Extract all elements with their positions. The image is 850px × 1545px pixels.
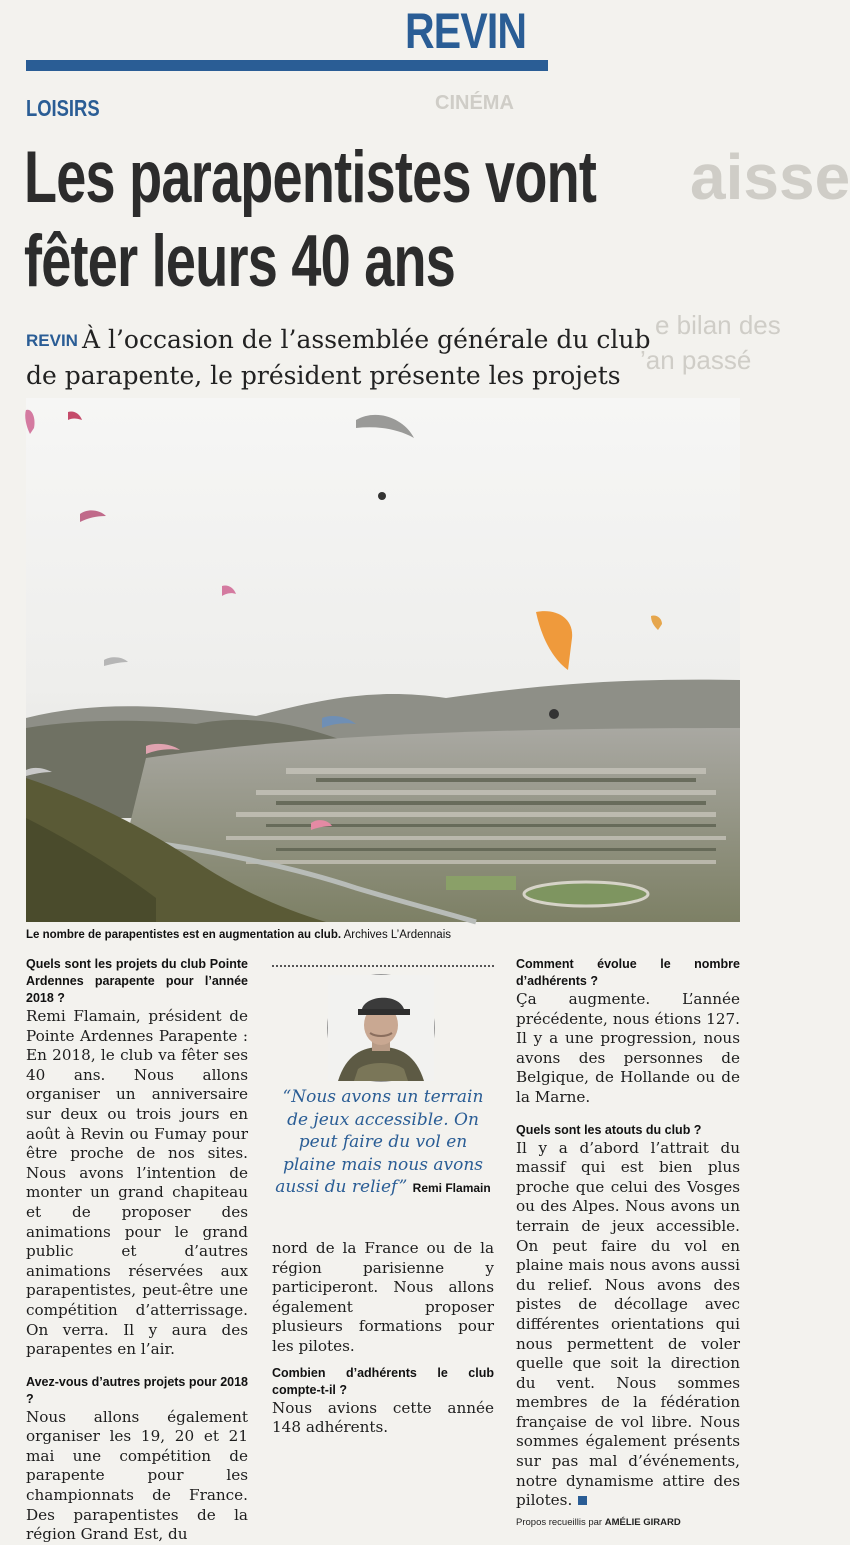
quote-divider xyxy=(272,965,494,967)
article-kicker: LOISIRS xyxy=(26,95,100,121)
answer-4: Ça augmente. L’année précédente, nous étions 127. Il y a une progression, nous avons des personnes de Belgique, de Hollande ou de la Marne. xyxy=(516,990,740,1106)
bleed-through-ghost: ’an passé xyxy=(640,345,752,375)
article-column-1 xyxy=(26,956,248,1545)
caption-text: Le nombre de parapentistes est en augmentation au club. xyxy=(26,929,342,941)
headline-line-2: fêter leurs 40 ans xyxy=(24,221,456,302)
question-1: Quels sont les projets du club Pointe Ardennes parapente pour l’année 2018 ? xyxy=(26,957,248,1005)
bleed-through-ghost: e bilan des xyxy=(655,310,781,340)
question-5: Quels sont les atouts du club ? xyxy=(516,1122,702,1137)
article-headline xyxy=(24,136,616,304)
remi-flamain-portrait xyxy=(328,975,434,1081)
section-title: REVIN xyxy=(405,3,527,59)
bleed-through-ghost: aisse xyxy=(690,141,850,213)
pull-quote xyxy=(272,1086,494,1200)
headline-line-1: Les parapentistes vont xyxy=(24,137,597,218)
article-photo xyxy=(26,398,740,922)
credit-label: Propos recueillis par xyxy=(516,1516,603,1528)
paragliding-valley-image xyxy=(26,398,740,922)
question-4: Comment évolue le nombre d’adhérents ? xyxy=(516,957,740,988)
question-2: Avez-vous d’autres projets pour 2018 ? xyxy=(26,1374,248,1406)
answer-5 xyxy=(516,1139,740,1511)
article-column-2 xyxy=(272,1239,494,1438)
portrait-photo xyxy=(327,974,435,1082)
pull-quote-text: “Nous avons un terrain de jeux accessible. On peut faire du vol en plaine mais nous avons aussi du relief” xyxy=(275,1087,484,1197)
lead-text: À l’occasion de l’assemblée générale du club de parapente, le président présente les projets xyxy=(26,325,651,390)
credit-author: AMÉLIE GIRARD xyxy=(604,1516,681,1528)
photo-caption xyxy=(26,929,746,941)
end-of-article-mark xyxy=(578,1496,587,1505)
answer-1: Remi Flamain, président de Pointe Ardennes Parapente : En 2018, le club va fêter ses 40 ans. Nous allons organiser un anniversaire sur deux ou trois jours en août à Revin ou Fumay pour être proche de nos sites. Nous avons l’intention de monter un grand chapiteau et de proposer des animations pour le grand public et d’autres animations réservées aux parapentistes, peut-être une compétition d’atterrissage. On verra. Il y aura des parapentes en l’air. xyxy=(26,1007,248,1359)
article-column-3 xyxy=(516,956,740,1532)
bleed-through-ghost: CINÉMA xyxy=(435,92,514,114)
pull-quote-author: Remi Flamain xyxy=(412,1181,491,1195)
answer-5-text: Il y a d’abord l’attrait du massif qui est bien plus proche que celui des Vosges ou des Alpes. Nous avons un terrain de jeux accessible. On peut faire du vol en plaine mais nous avons aussi du relief. Nous avons des pistes de décollage avec différentes orientations qui nous permettent de voler quelle que soit la direction du vent. Nous sommes membres de la fédération française de vol libre. Nous sommes également présents sur pas mal d’événements, notre dynamisme attire des pilotes. xyxy=(516,1138,740,1510)
caption-credit: Archives L’Ardennais xyxy=(343,929,452,941)
question-3: Combien d’adhérents le club compte-t-il ? xyxy=(272,1365,494,1397)
answer-3: Nous avions cette année 148 adhérents. xyxy=(272,1398,494,1437)
answer-2-continued: nord de la France ou de la région parisienne y participeront. Nous allons également proposer plusieurs formations pour les pilotes. xyxy=(272,1239,494,1355)
lead-city: REVIN xyxy=(26,331,78,350)
answer-2: Nous allons également organiser les 19, 20 et 21 mai une compétition de parapente pour les championnats de France. Des parapentistes de la région Grand Est, du xyxy=(26,1407,248,1544)
article-credit xyxy=(516,1513,740,1533)
section-rule xyxy=(26,60,548,71)
